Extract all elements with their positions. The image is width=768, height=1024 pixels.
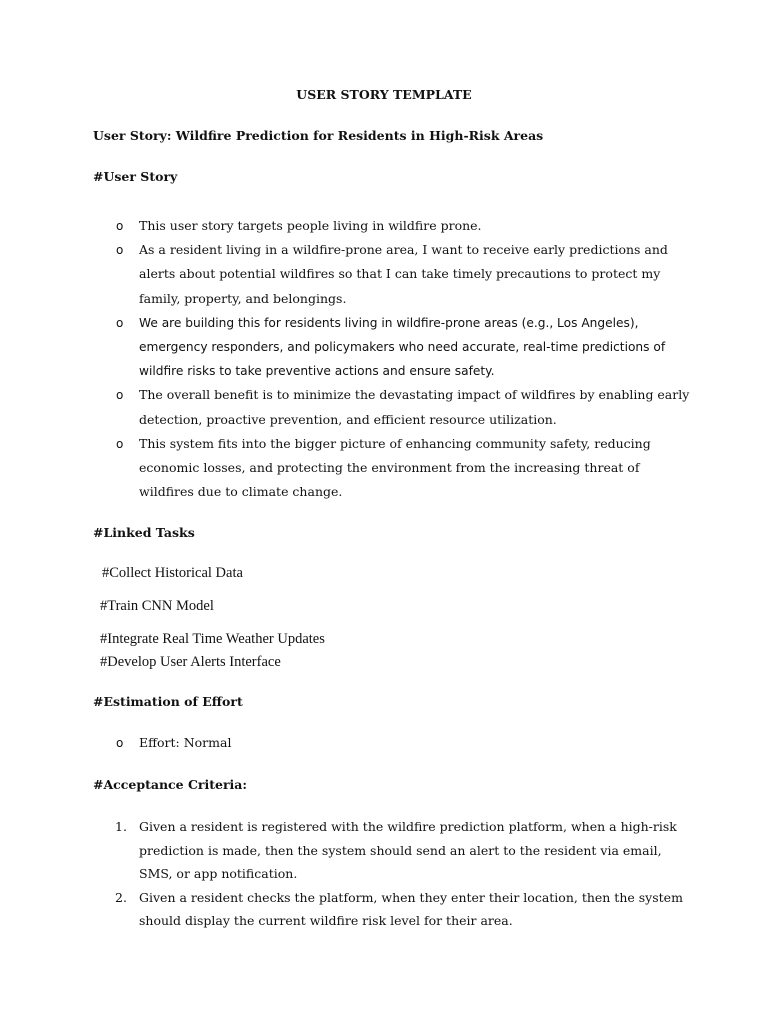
estimation-heading: #Estimation of Effort bbox=[93, 694, 243, 709]
list-item bbox=[93, 214, 693, 238]
list-item bbox=[93, 886, 693, 933]
list-item bbox=[93, 731, 693, 755]
list-item bbox=[93, 815, 693, 886]
document-title: USER STORY TEMPLATE bbox=[296, 87, 472, 102]
linked-task-item: #Integrate Real Time Weather Updates bbox=[100, 631, 325, 647]
list-item-text: We are building this for residents living in wildfire-prone areas (e.g., Los Angeles), emergency responders, and policymakers who need accurate, real-time predictions of wildfire risks to take preventive actions and ensure safety. bbox=[139, 315, 666, 379]
list-item-text: Given a resident is registered with the wildfire prediction platform, when a high-risk prediction is made, then the system should send an alert to the resident via email, SMS, or app notification. bbox=[139, 819, 677, 881]
bullet-marker: o bbox=[116, 315, 124, 330]
user-story-heading: #User Story bbox=[93, 169, 178, 184]
linked-task-item: #Collect Historical Data bbox=[102, 565, 243, 581]
list-number: 2. bbox=[115, 889, 127, 905]
estimation-list bbox=[93, 731, 693, 755]
bullet-marker: o bbox=[116, 736, 124, 750]
bullet-marker: o bbox=[116, 219, 124, 233]
list-item bbox=[93, 311, 693, 384]
user-story-list bbox=[93, 214, 693, 504]
list-item-text: This system fits into the bigger picture of enhancing community safety, reducing economic losses, and protecting the environment from the increasing threat of wildfires due to climate change. bbox=[139, 435, 651, 500]
list-item bbox=[93, 383, 693, 431]
linked-tasks-heading: #Linked Tasks bbox=[93, 525, 195, 540]
list-item-text: As a resident living in a wildfire-prone area, I want to receive early predictions and alerts about potential wildfires so that I can take timely precautions to protect my family, property, and belongings. bbox=[139, 242, 668, 306]
list-item bbox=[93, 238, 693, 311]
list-item-text: Given a resident checks the platform, when they enter their location, then the system should display the current wildfire risk level for their area. bbox=[139, 889, 683, 928]
linked-task-item: #Train CNN Model bbox=[100, 598, 214, 614]
bullet-marker: o bbox=[116, 388, 124, 403]
story-heading: User Story: Wildfire Prediction for Residents in High-Risk Areas bbox=[93, 128, 544, 143]
bullet-marker: o bbox=[116, 243, 124, 258]
bullet-marker: o bbox=[116, 436, 124, 451]
list-item-text: The overall benefit is to minimize the devastating impact of wildfires by enabling early detection, proactive prevention, and efficient resource utilization. bbox=[139, 387, 690, 427]
list-item-text: Effort: Normal bbox=[139, 735, 232, 750]
acceptance-criteria-heading: #Acceptance Criteria: bbox=[93, 777, 248, 792]
list-number: 1. bbox=[115, 819, 127, 834]
acceptance-criteria-list bbox=[93, 815, 693, 933]
linked-task-item: #Develop User Alerts Interface bbox=[100, 654, 281, 670]
list-item bbox=[93, 432, 693, 505]
list-item-text: This user story targets people living in wildfire prone. bbox=[139, 218, 482, 233]
